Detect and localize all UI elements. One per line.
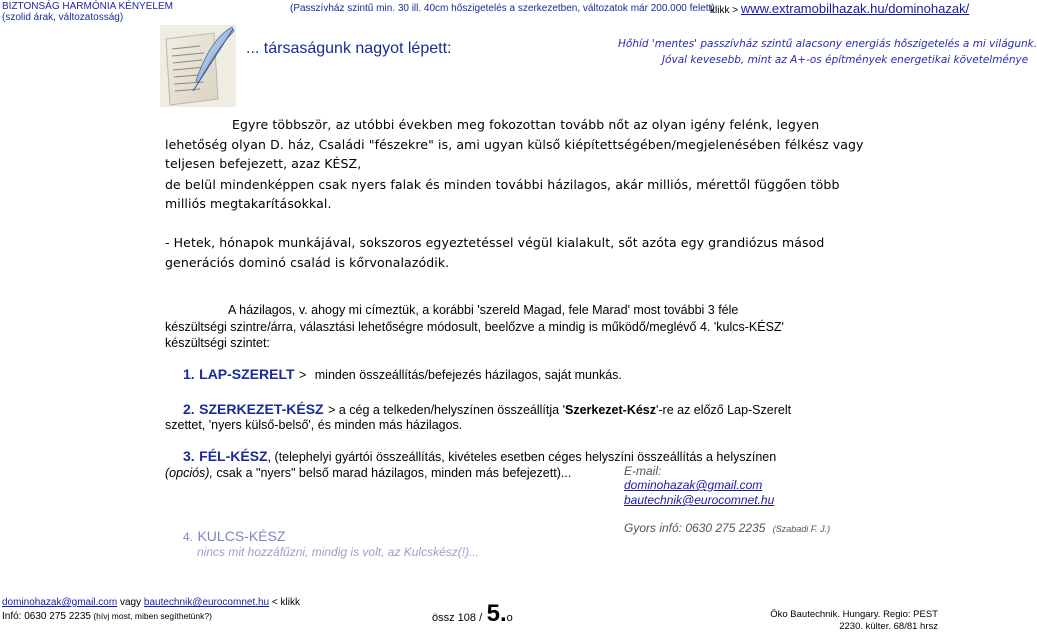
brand-line-2: (szolid árak, változatosság) xyxy=(2,12,124,23)
intro-line-2: lehetőség olyan D. ház, Családi "fészekre" is, ami ugyan külső kiépítettségében/megjelenésében félkész vagy xyxy=(165,137,864,152)
banner-title: ... társaságunk nagyot lépett: xyxy=(246,40,452,57)
footer-email-1[interactable]: dominohazak@gmail.com xyxy=(2,597,118,608)
feather-paper-logo xyxy=(160,25,236,107)
level-1: 1. LAP-SZERELT > minden összeállítás/befejezés házilagos, saját munkás. xyxy=(183,366,622,382)
banner-tagline-1: Hőhíd 'mentes' passzívház szintű alacsony energiás hőszigetelés a mi világunk. xyxy=(618,38,1037,50)
level-4-desc: nincs mit hozzáfűzni, mindig is volt, az Kulcskész(!)... xyxy=(197,545,480,559)
level-3-name: FÉL-KÉSZ xyxy=(199,448,268,464)
para3-line-2: készültségi szintre/árra, választási lehetőségre módosult, beelőzve a mindig is működő/meglévő 4. 'kulcs-KÉSZ' xyxy=(165,320,784,334)
footer-email-2[interactable]: bautechnik@eurocomnet.hu xyxy=(143,597,270,608)
banner-tagline-2: Jóval kevesebb, mint az A+-os építmények energetikai követelménye xyxy=(662,54,1029,66)
level-2: 2. SZERKEZET-KÉSZ > a cég a telkeden/helyszínen összeállítja 'Szerkezet-Kész'-re az előző Lap-Szerelt xyxy=(183,401,792,417)
level-2-line-2: szettet, 'nyers külső-belső', és minden más házilagos. xyxy=(165,418,463,432)
email-label: E-mail: xyxy=(624,464,662,478)
level-3-line-2: (opciós), csak a "nyers" belső marad házilagos, minden más befejezett)... xyxy=(165,466,572,480)
para3-line-1: A házilagos, v. ahogy mi címeztük, a korábbi 'szereld Magad, fele Marad' most további 3 féle xyxy=(228,303,739,317)
level-1-name: LAP-SZERELT xyxy=(199,366,295,382)
header-note: (Passzívház szintű min. 30 ill. 40cm hőszigetelés a szerkezetben, változatok már 200.000 felett) xyxy=(290,3,715,14)
contact-email-1[interactable]: dominohazak@gmail.com xyxy=(624,478,763,492)
level-3: 3. FÉL-KÉSZ, (telephelyi gyártói összeállítás, kivételes esetben céges helyszíni összeállítás a helyszínen xyxy=(183,448,777,464)
brand-line-1: BIZTONSÁG HARMÓNIA KÉNYELEM xyxy=(2,1,173,12)
site-link[interactable]: www.extramobilhazak.hu/dominohazak/ xyxy=(740,1,970,16)
intro-line-3: teljesen befejezett, azaz KÉSZ, xyxy=(165,156,362,171)
footer-address: 2230. külter. 68/81 hrsz xyxy=(839,621,938,632)
footer-company: Öko Bautechnik. Hungary. Regio: PEST xyxy=(770,609,938,620)
page-number: össz 108 / 5.o xyxy=(432,600,513,627)
intro-line-5: milliós megtakarításokkal. xyxy=(165,196,332,211)
para2-line-2: generációs dominó család is kőrvonalazódik. xyxy=(165,255,450,270)
intro-line-1: Egyre többször, az utóbbi években meg fokozottan tovább nőt az olyan igény felénk, legyen xyxy=(232,117,820,132)
level-2-name: SZERKEZET-KÉSZ xyxy=(199,401,324,417)
para2-line-1: - Hetek, hónapok munkájával, sokszoros egyeztetéssel végül kialakult, sőt azóta egy grandiózus másod xyxy=(165,235,825,250)
footer-emails: dominohazak@gmail.com vagy bautechnik@eurocomnet.hu < klikk xyxy=(2,597,300,608)
quick-info: Gyors infó: 0630 275 2235 (Szabadi F. J.) xyxy=(624,521,831,535)
level-4-name: KULCS-KÉSZ xyxy=(197,528,286,544)
para3-line-3: készültségi szintet: xyxy=(165,336,270,350)
header-klikk: klikk > www.extramobilhazak.hu/dominohazak/ xyxy=(710,1,970,16)
footer-info: Infó: 0630 275 2235 (hívj most, miben segíthetünk?) xyxy=(2,611,212,622)
contact-email-2[interactable]: bautechnik@eurocomnet.hu xyxy=(624,493,775,507)
level-4: 4. KULCS-KÉSZ xyxy=(183,528,286,544)
intro-line-4: de belül mindenképpen csak nyers falak és minden további házilagos, akár milliós, mérettől függően több xyxy=(165,177,840,192)
